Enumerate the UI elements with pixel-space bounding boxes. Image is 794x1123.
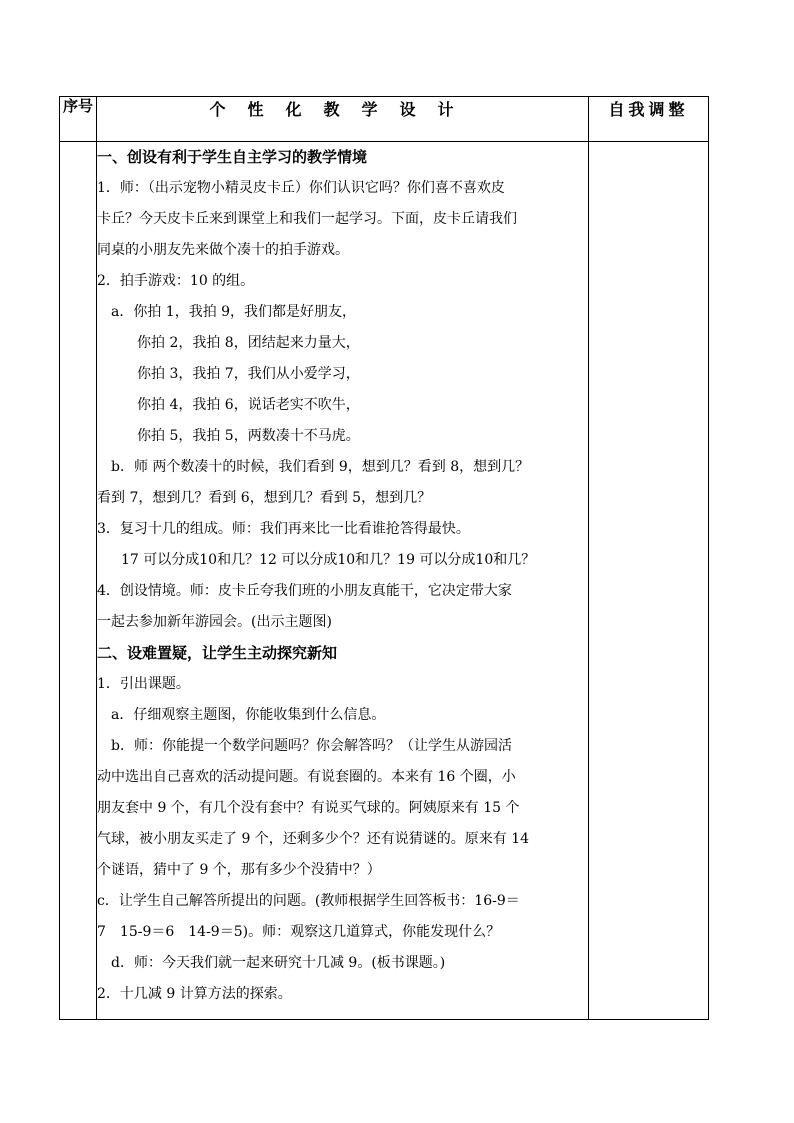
text-line: 2．拍手游戏：10 的组。	[97, 273, 255, 289]
serial-number-cell	[60, 142, 97, 1020]
text-line: 你拍 3，我拍 7，我们从小爱学习，	[137, 366, 360, 382]
text-line: 你拍 5，我拍 5，两数凑十不马虎。	[137, 428, 360, 444]
header-row	[60, 97, 709, 142]
lesson-content-cell	[97, 142, 589, 1020]
text-line: 动中选出自己喜欢的活动提问题。有说套圈的。本来有 16 个圈，小	[97, 769, 516, 785]
section-heading-2: 二、设难置疑，让学生主动探究新知	[97, 644, 338, 662]
self-adjustment-cell	[589, 142, 709, 1020]
text-line: 4．创设情境。师：皮卡丘夸我们班的小朋友真能干，它决定带大家	[97, 583, 512, 599]
text-line: 17 可以分成10和几？12 可以分成10和几？19 可以分成10和几？	[121, 552, 536, 568]
text-line: 卡丘？今天皮卡丘来到课堂上和我们一起学习。下面，皮卡丘请我们	[97, 211, 517, 227]
header-serial-number: 序号	[60, 97, 97, 142]
text-line: 看到 7，想到几？看到 6，想到几？看到 5，想到几？	[97, 490, 432, 506]
text-line: 7 15-9＝6 14-9＝5)。师：观察这几道算式，你能发现什么？	[97, 924, 501, 940]
text-line: 你拍 2，我拍 8，团结起来力量大，	[137, 335, 360, 351]
section-heading-1: 一、创设有利于学生自主学习的教学情境	[97, 148, 368, 166]
text-line: 个谜语，猜中了 9 个，那有多少个没猜中？）	[97, 862, 381, 878]
text-line: 气球，被小朋友买走了 9 个，还剩多少个？还有说猜谜的。原来有 14	[97, 831, 530, 847]
text-line: 2．十几减 9 计算方法的探索。	[97, 986, 292, 1002]
lesson-plan-table	[59, 96, 709, 1020]
text-line: b．师：你能提一个数学问题吗？你会解答吗？（让学生从游园活	[111, 738, 512, 754]
text-line: d．师：今天我们就一起来研究十几减 9。(板书课题。)	[111, 955, 446, 971]
text-line: 1．引出课题。	[97, 676, 190, 692]
text-line: 你拍 4，我拍 6，说话老实不吹牛，	[137, 397, 360, 413]
text-line: c．让学生自己解答所提出的问题。(教师根据学生回答板书：16-9＝	[97, 893, 520, 909]
text-line: 3．复习十几的组成。师：我们再来比一比看谁抢答得最快。	[97, 521, 470, 537]
text-line: b．师 两个数凑十的时候，我们看到 9，想到几？看到 8，想到几？	[111, 459, 530, 475]
text-line: 一起去参加新年游园会。(出示主题图)	[97, 614, 332, 630]
text-line: a．你拍 1，我拍 9，我们都是好朋友，	[111, 304, 357, 320]
header-self-adjustment: 自我调整	[589, 97, 709, 142]
header-personalized-design: 个性化教学设计	[97, 97, 589, 142]
text-line: 朋友套中 9 个，有几个没有套中？有说买气球的。阿姨原来有 15 个	[97, 800, 520, 816]
text-line: 1．师：（出示宠物小精灵皮卡丘）你们认识它吗？你们喜不喜欢皮	[97, 180, 505, 196]
content-row	[60, 142, 709, 1020]
text-line: 同桌的小朋友先来做个凑十的拍手游戏。	[97, 242, 349, 258]
text-line: a．仔细观察主题图，你能收集到什么信息。	[111, 707, 386, 723]
